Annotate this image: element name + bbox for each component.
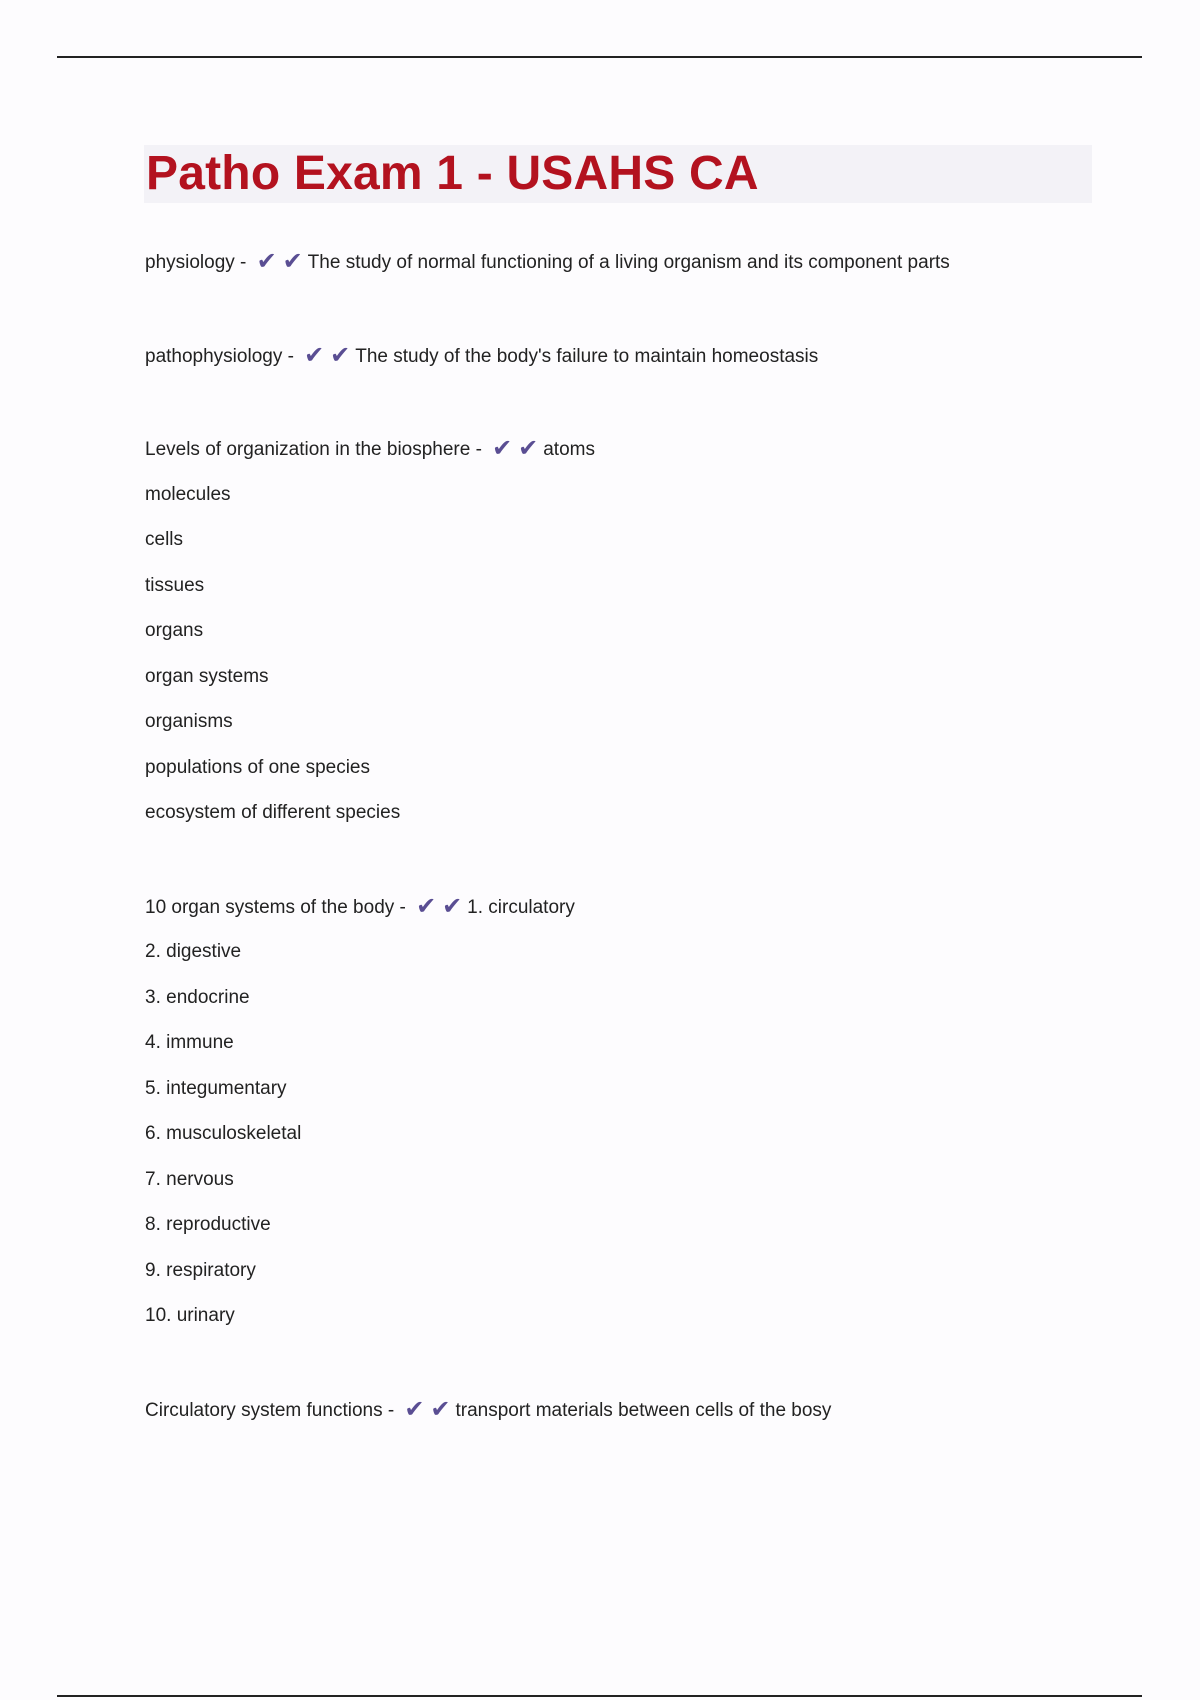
answer-text: The study of the body's failure to maintain homeostasis <box>355 346 819 367</box>
check-icon: ✔ <box>416 893 437 920</box>
answer-text: atoms <box>543 439 595 460</box>
check-icon: ✔ <box>518 435 539 462</box>
term-line <box>145 249 950 276</box>
bottom-rule <box>57 1695 1142 1697</box>
answer-line: cells <box>145 529 184 550</box>
answer-line: organisms <box>145 711 233 732</box>
separator: - <box>470 439 488 460</box>
answer-text: 1. circulatory <box>467 897 575 918</box>
check-icon: ✔ <box>282 248 303 275</box>
answer-line: 3. endocrine <box>145 987 250 1008</box>
term-line <box>145 343 818 370</box>
term-text: pathophysiology <box>145 346 283 367</box>
term-text: Circulatory system functions <box>145 1400 383 1421</box>
answer-line: 5. integumentary <box>145 1078 287 1099</box>
check-icon: ✔ <box>256 248 277 275</box>
check-icon: ✔ <box>404 1396 425 1423</box>
separator: - <box>234 252 252 273</box>
top-rule <box>57 56 1142 58</box>
answer-line: 8. reproductive <box>145 1214 271 1235</box>
answer-line: 2. digestive <box>145 941 242 962</box>
answer-line: 10. urinary <box>145 1305 235 1326</box>
term-text: Levels of organization in the biosphere <box>145 439 471 460</box>
answer-line: 4. immune <box>145 1032 234 1053</box>
answer-line: 7. nervous <box>145 1169 234 1190</box>
term-text: physiology <box>145 252 235 273</box>
answer-text: The study of normal functioning of a living organism and its component parts <box>307 252 950 273</box>
answer-line: 6. musculoskeletal <box>145 1123 302 1144</box>
answer-line: organ systems <box>145 666 269 687</box>
check-icon: ✔ <box>430 1396 451 1423</box>
term-line <box>145 894 575 921</box>
term-text: 10 organ systems of the body <box>145 897 395 918</box>
answer-line: tissues <box>145 575 205 596</box>
term-line <box>145 436 595 463</box>
check-icon: ✔ <box>442 893 463 920</box>
check-icon: ✔ <box>492 435 513 462</box>
separator: - <box>394 897 412 918</box>
answer-line: molecules <box>145 484 231 505</box>
separator: - <box>382 1400 400 1421</box>
check-icon: ✔ <box>330 342 351 369</box>
answer-line: 9. respiratory <box>145 1260 256 1281</box>
answer-line: populations of one species <box>145 757 370 778</box>
check-icon: ✔ <box>304 342 325 369</box>
separator: - <box>282 346 300 367</box>
term-line <box>145 1397 831 1424</box>
answer-line: organs <box>145 620 204 641</box>
answer-text: transport materials between cells of the bosy <box>455 1400 832 1421</box>
page-title: Patho Exam 1 - USAHS CA <box>146 147 759 200</box>
answer-line: ecosystem of different species <box>145 802 401 823</box>
